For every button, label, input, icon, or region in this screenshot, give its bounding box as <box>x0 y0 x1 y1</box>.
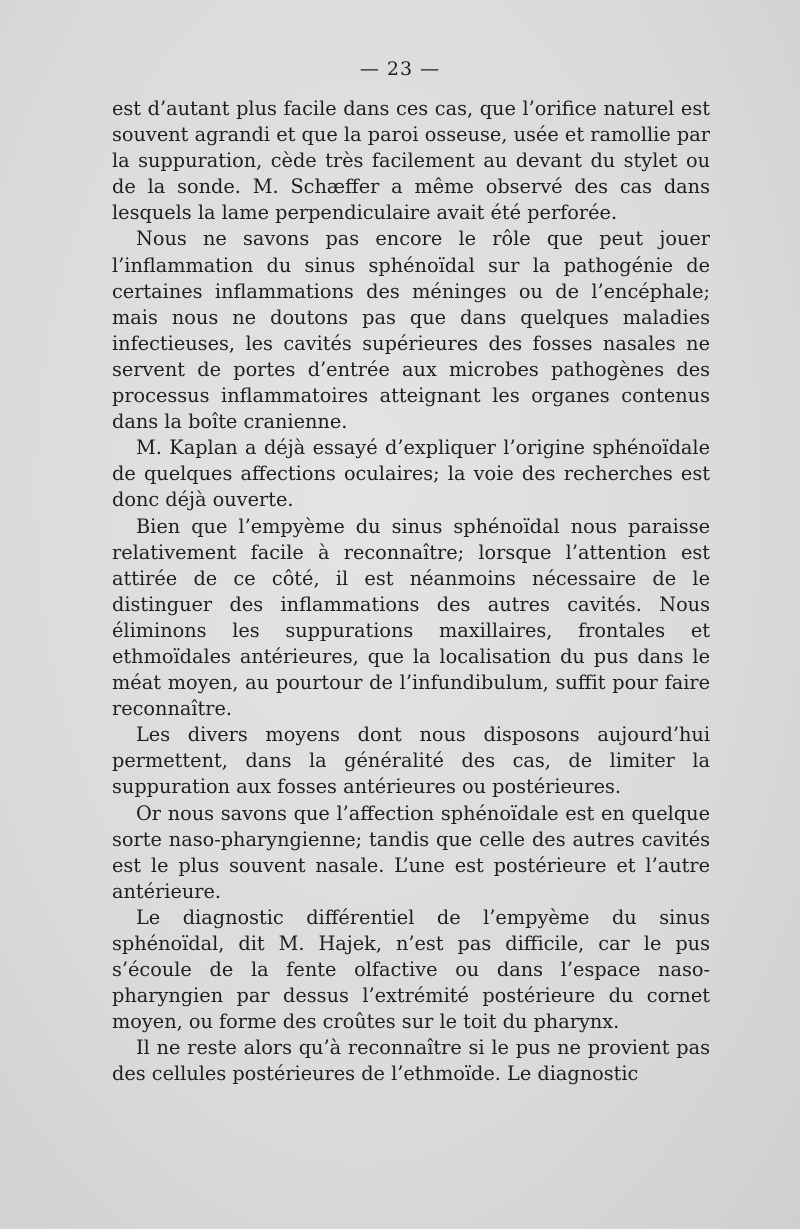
paragraph: Il ne reste alors qu’à reconnaître si le pus ne provient pas des cellules postérieures de l’ethmoïde. Le diagnostic <box>112 1036 710 1086</box>
paragraph: est d’autant plus facile dans ces cas, que l’orifice naturel est souvent agrandi et que la paroi osseuse, usée et ramollie par la suppuration, cède très facilement au devant du stylet ou de la sonde. M. Schæffer a même observé des cas dans lesquels la lame perpendiculaire avait été perforée. <box>112 97 710 225</box>
paragraph: Bien que l’empyème du sinus sphénoïdal nous paraisse relativement facile à reconnaître; lorsque l’attention est attirée de ce côté, il est néanmoins nécessaire de le distinguer des inflammations des autres cavités. Nous éliminons les suppurations maxillaires, frontales et ethmoïdales antérieures, que la localisation du pus dans le méat moyen, au pourtour de l’infundibulum, suffit pour faire reconnaître. <box>112 514 710 721</box>
paragraph: Le diagnostic différentiel de l’empyème du sinus sphénoïdal, dit M. Hajek, n’est pas difficile, car le pus s’écoule de la fente olfactive ou dans l’espace naso-pharyngien par dessus l’extrémité postérieure du cornet moyen, ou forme des croûtes sur le toit du pharynx. <box>112 905 710 1034</box>
paragraph: Or nous savons que l’affection sphénoïdale est en quelque sorte naso-pharyngienne; tandis que celle des autres cavités est le plus souvent nasale. L’une est postérieure et l’autre antérieure. <box>112 801 710 903</box>
page-number: — 23 — <box>359 58 441 80</box>
paragraph: Nous ne savons pas encore le rôle que peut jouer l’inflammation du sinus sphénoïdal sur la pathogénie de certaines inflammations des méninges ou de l’encéphale; mais nous ne doutons pas que dans quelques maladies infectieuses, les cavités supérieures des fosses nasales ne servent de portes d’entrée aux microbes pathogènes des processus inflammatoires atteignant les organes contenus dans la boîte cranienne. <box>112 227 710 434</box>
paragraph: Les divers moyens dont nous disposons aujourd’hui permettent, dans la généralité des cas, de limiter la suppuration aux fosses antérieures ou postérieures. <box>112 723 710 799</box>
body-text <box>112 96 710 1088</box>
paragraph: M. Kaplan a déjà essayé d’expliquer l’origine sphénoïdale de quelques affections oculaires; la voie des recherches est donc déjà ouverte. <box>112 436 710 512</box>
